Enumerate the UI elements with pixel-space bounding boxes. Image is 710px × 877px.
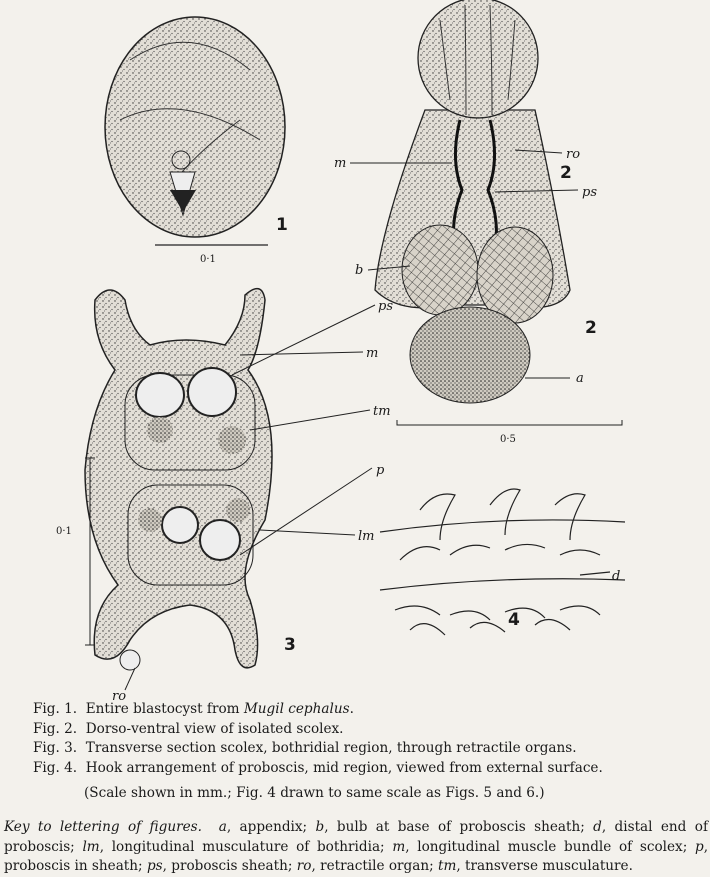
caption-fig-2: Fig. 2. Dorso-ventral view of isolated scolex.	[33, 720, 344, 737]
label-ps: ps	[378, 299, 393, 314]
key-entry: lm, longitudinal musculature of bothridia;	[82, 838, 393, 855]
figure-1-blastocyst	[105, 17, 288, 265]
label-b: b	[355, 263, 364, 278]
lettering-key	[4, 818, 708, 877]
label-ro: ro	[566, 147, 581, 162]
figure-number: 2	[560, 163, 572, 183]
key-heading: Key to lettering of figures.	[4, 819, 202, 835]
key-entry: ro, retractile organ;	[296, 858, 439, 874]
caption-fig-4: Fig. 4. Hook arrangement of proboscis, mid region, viewed from external surface.	[33, 759, 603, 776]
label-a: a	[576, 371, 584, 386]
figure-captions	[33, 700, 603, 778]
figure-number: 2	[585, 318, 597, 338]
caption-fig-3: Fig. 3. Transverse section scolex, bothridial region, through retractile organs.	[33, 740, 577, 756]
label-m: m	[366, 346, 379, 361]
label-lm: lm	[358, 529, 375, 544]
label-tm: tm	[373, 404, 391, 419]
key-entry: d, distal end of proboscis;	[4, 819, 708, 855]
key-entry: p, proboscis in sheath;	[4, 838, 709, 874]
label-ro: ro	[112, 689, 127, 700]
scale-label: 0·1	[200, 254, 216, 265]
figure-number: 3	[284, 635, 296, 655]
figure-2-scolex	[334, 0, 622, 445]
label-p: p	[376, 463, 385, 478]
key-entry: tm, transverse musculature.	[438, 858, 633, 874]
figure-4-hook-arrangement	[380, 489, 625, 635]
scale-label: 0·1	[56, 526, 72, 537]
caption-fig-1: Fig. 1. Entire blastocyst from Mugil cephalus.	[33, 701, 354, 717]
scale-bar	[397, 420, 622, 425]
figure-number: 4	[508, 610, 520, 630]
label-m: m	[334, 156, 347, 171]
key-entry: m, longitudinal muscle bundle of scolex;	[392, 838, 695, 855]
key-entry: b, bulb at base of proboscis sheath;	[315, 819, 594, 835]
key-entry: a, appendix;	[218, 819, 316, 835]
scale-label: 0·5	[500, 434, 516, 445]
label-ps: ps	[582, 185, 597, 200]
label-d: d	[612, 569, 621, 584]
key-entry: ps, proboscis sheath;	[146, 858, 297, 874]
figure-number: 1	[276, 215, 288, 235]
figure-3-transverse-section	[56, 289, 393, 700]
scale-note: (Scale shown in mm.; Fig. 4 drawn to same scale as Figs. 5 and 6.)	[84, 785, 545, 801]
